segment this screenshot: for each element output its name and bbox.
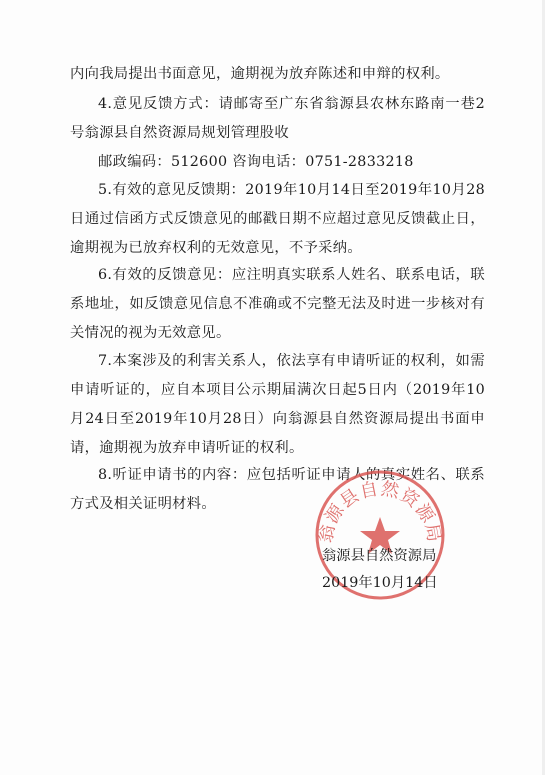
seal-text: 翁源县自然资源局 [315,478,445,545]
signature-date: 2019年10月14日 [322,575,438,591]
signature-organization: 翁源县自然资源局 [322,548,437,564]
paragraph-hearing-application: 8.听证申请书的内容：应包括听证申请人的真实姓名、联系方式及相关证明材料。 [70,467,485,512]
paragraph-valid-feedback: 6.有效的反馈意见：应注明真实联系人姓名、联系电话，联系地址，如反馈意见信息不准确或不完整无法及时进一步核对有关情况的视为无效意见。 [70,267,485,341]
paragraph-hearing-rights: 7.本案涉及的利害关系人，依法享有申请听证的权利，如需申请听证的，应自本项目公示期届满次日起5日内（2019年10月24日至2019年10月28日）向翁源县自然资源局提出书面申请，逾期视为放弃申请听证的权利。 [70,353,485,456]
paragraph-feedback-method: 4.意见反馈方式：请邮寄至广东省翁源县农林东路南一巷2号翁源县自然资源局规划管理股收 [70,96,485,141]
paragraph-continuation: 内向我局提出书面意见，逾期视为放弃陈述和申辩的权利。 [70,66,450,82]
paragraph-feedback-period: 5.有效的意见反馈期：2019年10月14日至2019年10月28日通过信函方式反馈意见的邮戳日期不应超过意见反馈截止日，逾期视为已放弃权利的无效意见，不予采纳。 [70,182,485,256]
paragraph-contact-info: 邮政编码：512600 咨询电话：0751-2833218 [98,154,414,170]
